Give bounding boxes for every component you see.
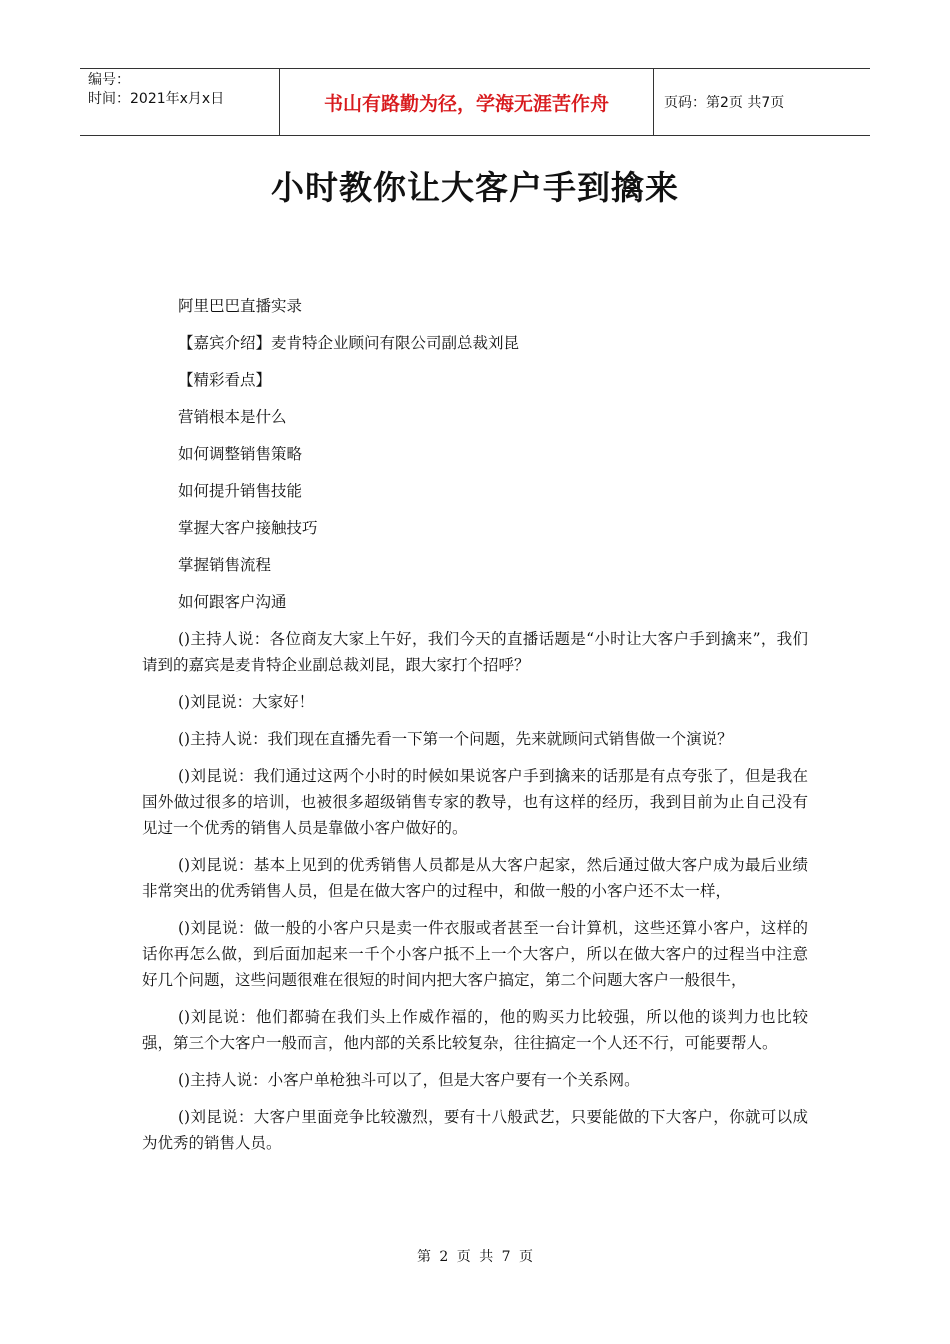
dialogue-paragraph: ()主持人说：我们现在直播先看一下第一个问题，先来就顾问式销售做一个演说？ (178, 730, 733, 748)
document-number-label: 编号： (88, 72, 130, 88)
highlight-item: 如何调整销售策略 (178, 445, 303, 463)
highlight-item: 营销根本是什么 (178, 408, 287, 426)
dialogue-paragraph: ()主持人说：小客户单枪独斗可以了，但是大客户要有一个关系网。 (178, 1071, 640, 1089)
dialogue-paragraph: ()主持人说：各位商友大家上午好，我们今天的直播话题是“小时让大客户手到擒来”，我们请到的嘉宾是麦肯特企业副总裁刘昆，跟大家打个招呼？ (142, 630, 808, 674)
guest-intro: 【嘉宾介绍】麦肯特企业顾问有限公司副总裁刘昆 (178, 334, 520, 352)
highlight-item: 掌握销售流程 (178, 556, 272, 574)
document-date-label: 时间：2021年x月x日 (88, 91, 225, 107)
document-title: 小时教你让大客户手到擒来 (271, 168, 679, 207)
dialogue-paragraph: ()刘昆说：我们通过这两个小时的时候如果说客户手到擒来的话那是有点夸张了，但是我在国外做过很多的培训，也被很多超级销售专家的教导，也有这样的经历，我到目前为止自己没有见过一个优秀的销售人员是靠做小客户做好的。 (142, 767, 808, 837)
header-meta (80, 69, 280, 135)
header-slogan: 书山有路勤为径，学海无涯苦作舟 (280, 69, 654, 135)
highlights-heading: 【精彩看点】 (178, 371, 272, 389)
page-footer: 第 2 页 共 7 页 (416, 1249, 534, 1265)
highlight-item: 掌握大客户接触技巧 (178, 519, 318, 537)
intro-line: 阿里巴巴直播实录 (178, 297, 303, 315)
highlight-item: 如何提升销售技能 (178, 482, 303, 500)
page-header (80, 68, 870, 136)
dialogue-paragraph: ()刘昆说：基本上见到的优秀销售人员都是从大客户起家，然后通过做大客户成为最后业绩非常突出的优秀销售人员，但是在做大客户的过程中，和做一般的小客户还不太一样， (142, 856, 808, 900)
dialogue-paragraph: ()刘昆说：他们都骑在我们头上作威作福的，他的购买力比较强，所以他的谈判力也比较强，第三个大客户一般而言，他内部的关系比较复杂，往往搞定一个人还不行，可能要帮人。 (142, 1008, 808, 1052)
dialogue-paragraph: ()刘昆说：大家好！ (178, 693, 315, 711)
document-body (142, 293, 808, 1167)
dialogue-paragraph: ()刘昆说：做一般的小客户只是卖一件衣服或者甚至一台计算机，这些还算小客户，这样的话你再怎么做，到后面加起来一千个小客户抵不上一个大客户，所以在做大客户的过程当中注意好几个问题，这些问题很难在很短的时间内把大客户搞定，第二个问题大客户一般很牛， (142, 919, 808, 989)
header-page-info: 页码：第2页 共7页 (664, 95, 785, 111)
highlight-item: 如何跟客户沟通 (178, 593, 287, 611)
dialogue-paragraph: ()刘昆说：大客户里面竞争比较激烈，要有十八般武艺，只要能做的下大客户，你就可以成为优秀的销售人员。 (142, 1108, 808, 1152)
